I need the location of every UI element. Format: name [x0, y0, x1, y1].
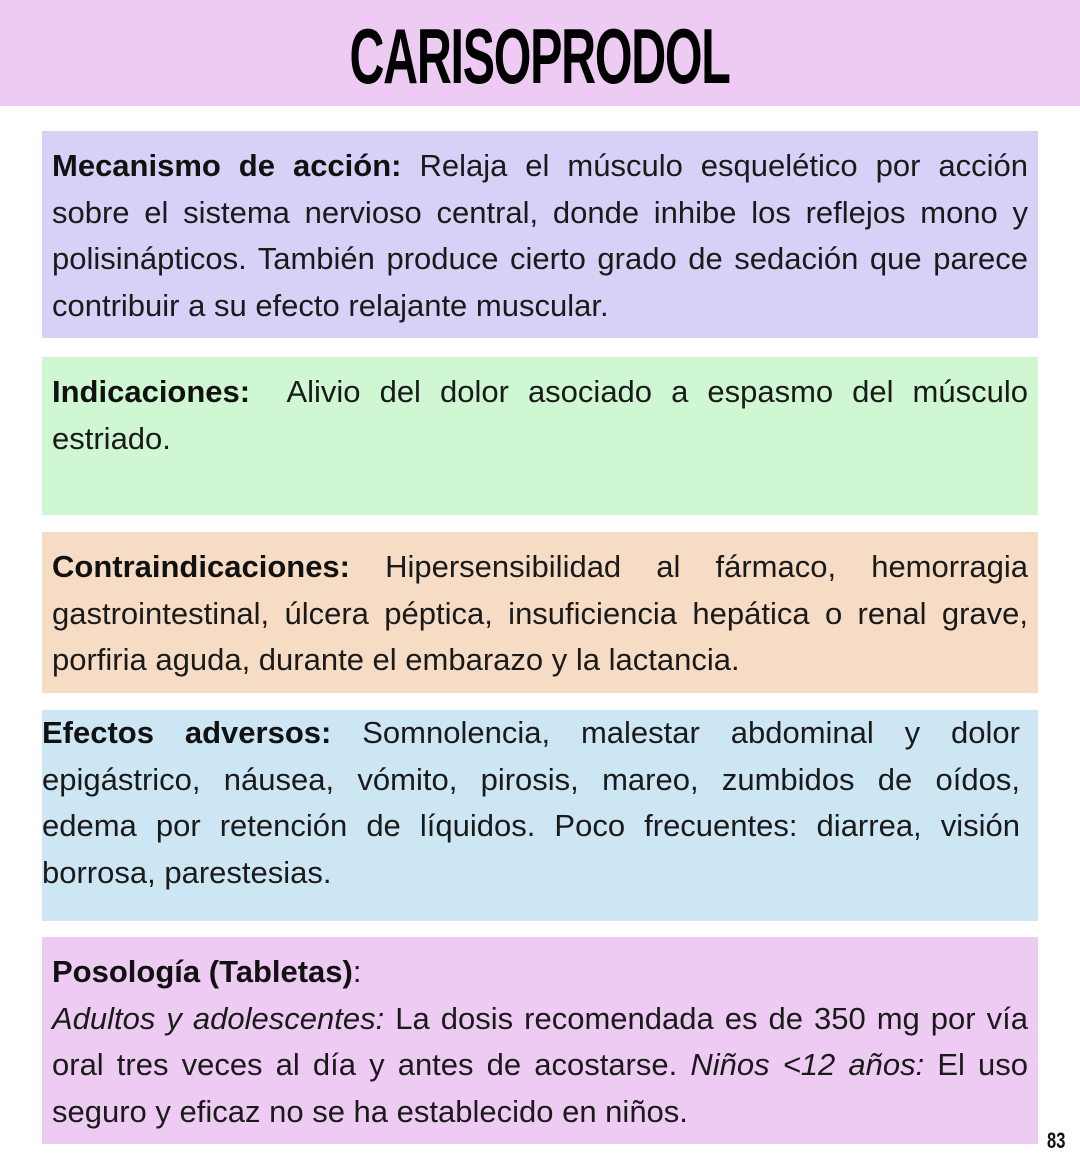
section-label: Mecanismo de acción: — [52, 148, 402, 183]
section-indicaciones — [42, 357, 1038, 515]
section-posologia — [42, 937, 1038, 1144]
posologia-body — [52, 996, 1028, 1136]
section-text: Alivio del dolor asociado a espasmo del músculo estriado. — [52, 374, 1037, 456]
section-label: Indicaciones: — [52, 374, 251, 409]
title-banner — [0, 0, 1080, 106]
section-mecanismo — [42, 131, 1038, 338]
page-number: 83 — [1047, 1128, 1066, 1153]
section-text: Somnolencia, malestar abdominal y dolor epigástrico, náusea, vómito, pirosis, mareo, zumbidos de oídos, edema por retención de líquidos. Poco frecuentes: diarrea, visión borrosa, parestesias. — [42, 715, 1020, 890]
posologia-heading — [52, 949, 1028, 996]
section-text: Relaja el músculo esquelético por acción sobre el sistema nervioso central, donde inhibe los reflejos mono y polisinápticos. También produce cierto grado de sedación que parece contribuir a su efecto relajante muscular. — [52, 148, 1028, 323]
section-label: Efectos adversos: — [42, 715, 332, 750]
section-efectos-adversos — [42, 710, 1038, 921]
adult-text: La dosis recomendada es de 350 mg por vía oral tres veces al día y antes de acostarse. — [52, 1000, 1028, 1082]
section-contraindicaciones — [42, 532, 1038, 693]
child-text: El uso seguro y eficaz no se ha establecido en niños. — [52, 1047, 1028, 1129]
page-title: CARISOPRODOL — [349, 12, 731, 100]
child-label: Niños <12 años: — [690, 1047, 925, 1082]
section-label: Contraindicaciones: — [52, 549, 350, 584]
section-text: Hipersensibilidad al fármaco, hemorragia gastrointestinal, úlcera péptica, insuficiencia hepática o renal grave, porfiria aguda, durante el embarazo y la lactancia. — [52, 549, 1028, 677]
adult-label: Adultos y adolescentes: — [52, 1000, 385, 1036]
label-colon: : — [352, 954, 362, 989]
section-label: Posología (Tabletas) — [52, 954, 353, 989]
